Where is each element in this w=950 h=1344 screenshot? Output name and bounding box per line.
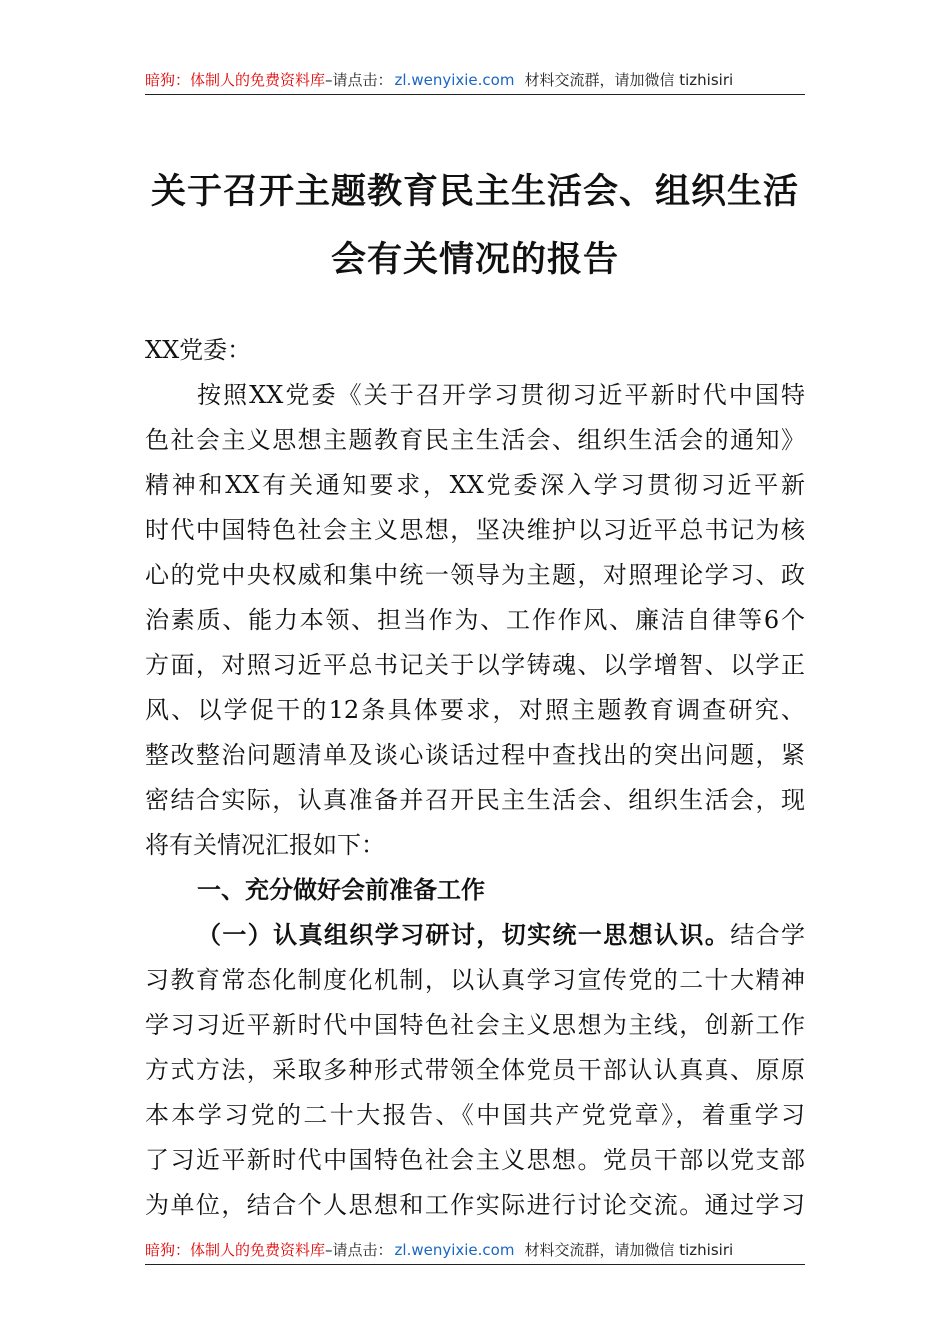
intro-line: 方面，对照习近平总书记关于以学铸魂、以学增智、以学正 xyxy=(145,651,805,679)
intro-line: 密结合实际，认真准备并召开民主生活会、组织生活会，现 xyxy=(145,786,805,814)
body-line: 学习习近平新时代中国特色社会主义思想为主线，创新工作 xyxy=(145,1011,805,1039)
intro-line: 将有关情况汇报如下： xyxy=(145,831,385,859)
banner-link[interactable]: zl.wenyixie.com xyxy=(394,71,515,89)
intro-line: 心的党中央权威和集中统一领导为主题，对照理论学习、政 xyxy=(145,561,805,589)
salutation: XX党委： xyxy=(145,336,252,364)
intro-line: 时代中国特色社会主义思想，坚决维护以习近平总书记为核 xyxy=(145,516,805,544)
intro-line: 风、以学促干的12条具体要求，对照主题教育调查研究、 xyxy=(145,696,805,724)
intro-line: 按照XX党委《关于召开学习贯彻习近平新时代中国特 xyxy=(197,381,805,409)
body-line: 习教育常态化制度化机制，以认真学习宣传党的二十大精神 xyxy=(145,966,805,994)
body-line: 方式方法，采取多种形式带领全体党员干部认认真真、原原 xyxy=(145,1056,805,1084)
banner-brand: 暗狗：体制人的免费资料库 xyxy=(145,71,326,89)
document-title-line-2: 会有关情况的报告 xyxy=(330,239,619,280)
intro-line: 精神和XX有关通知要求，XX党委深入学习贯彻习近平新 xyxy=(145,471,805,499)
sub-heading-continuation: 结合学 xyxy=(730,921,806,949)
sub-heading: （一）认真组织学习研讨，切实统一思想认识。 xyxy=(197,920,731,949)
document-title-line-1: 关于召开主题教育民主生活会、组织生活 xyxy=(150,171,799,212)
banner-brand: 暗狗：体制人的免费资料库 xyxy=(145,1241,326,1259)
banner-contact: 材料交流群，请加微信 tizhisiri xyxy=(524,1241,734,1259)
body-line: 本本学习党的二十大报告、《中国共产党党章》，着重学习 xyxy=(145,1101,805,1129)
body-line: 了习近平新时代中国特色社会主义思想。党员干部以党支部 xyxy=(145,1146,805,1174)
sub-heading-line xyxy=(145,920,805,950)
banner-click-prefix: –请点击： xyxy=(325,1241,393,1259)
banner-click-prefix: –请点击： xyxy=(325,71,393,89)
intro-line: 色社会主义思想主题教育民主生活会、组织生活会的通知》 xyxy=(145,426,805,454)
header-banner xyxy=(145,66,805,95)
body-line: 为单位，结合个人思想和工作实际进行讨论交流。通过学习 xyxy=(145,1191,805,1219)
intro-line: 整改整治问题清单及谈心谈话过程中查找出的突出问题，紧 xyxy=(145,741,805,769)
banner-contact: 材料交流群，请加微信 tizhisiri xyxy=(524,71,734,89)
section-heading: 一、充分做好会前准备工作 xyxy=(197,876,485,904)
intro-line: 治素质、能力本领、担当作为、工作作风、廉洁自律等6个 xyxy=(145,606,805,634)
banner-link[interactable]: zl.wenyixie.com xyxy=(394,1241,515,1259)
footer-banner xyxy=(145,1236,805,1265)
